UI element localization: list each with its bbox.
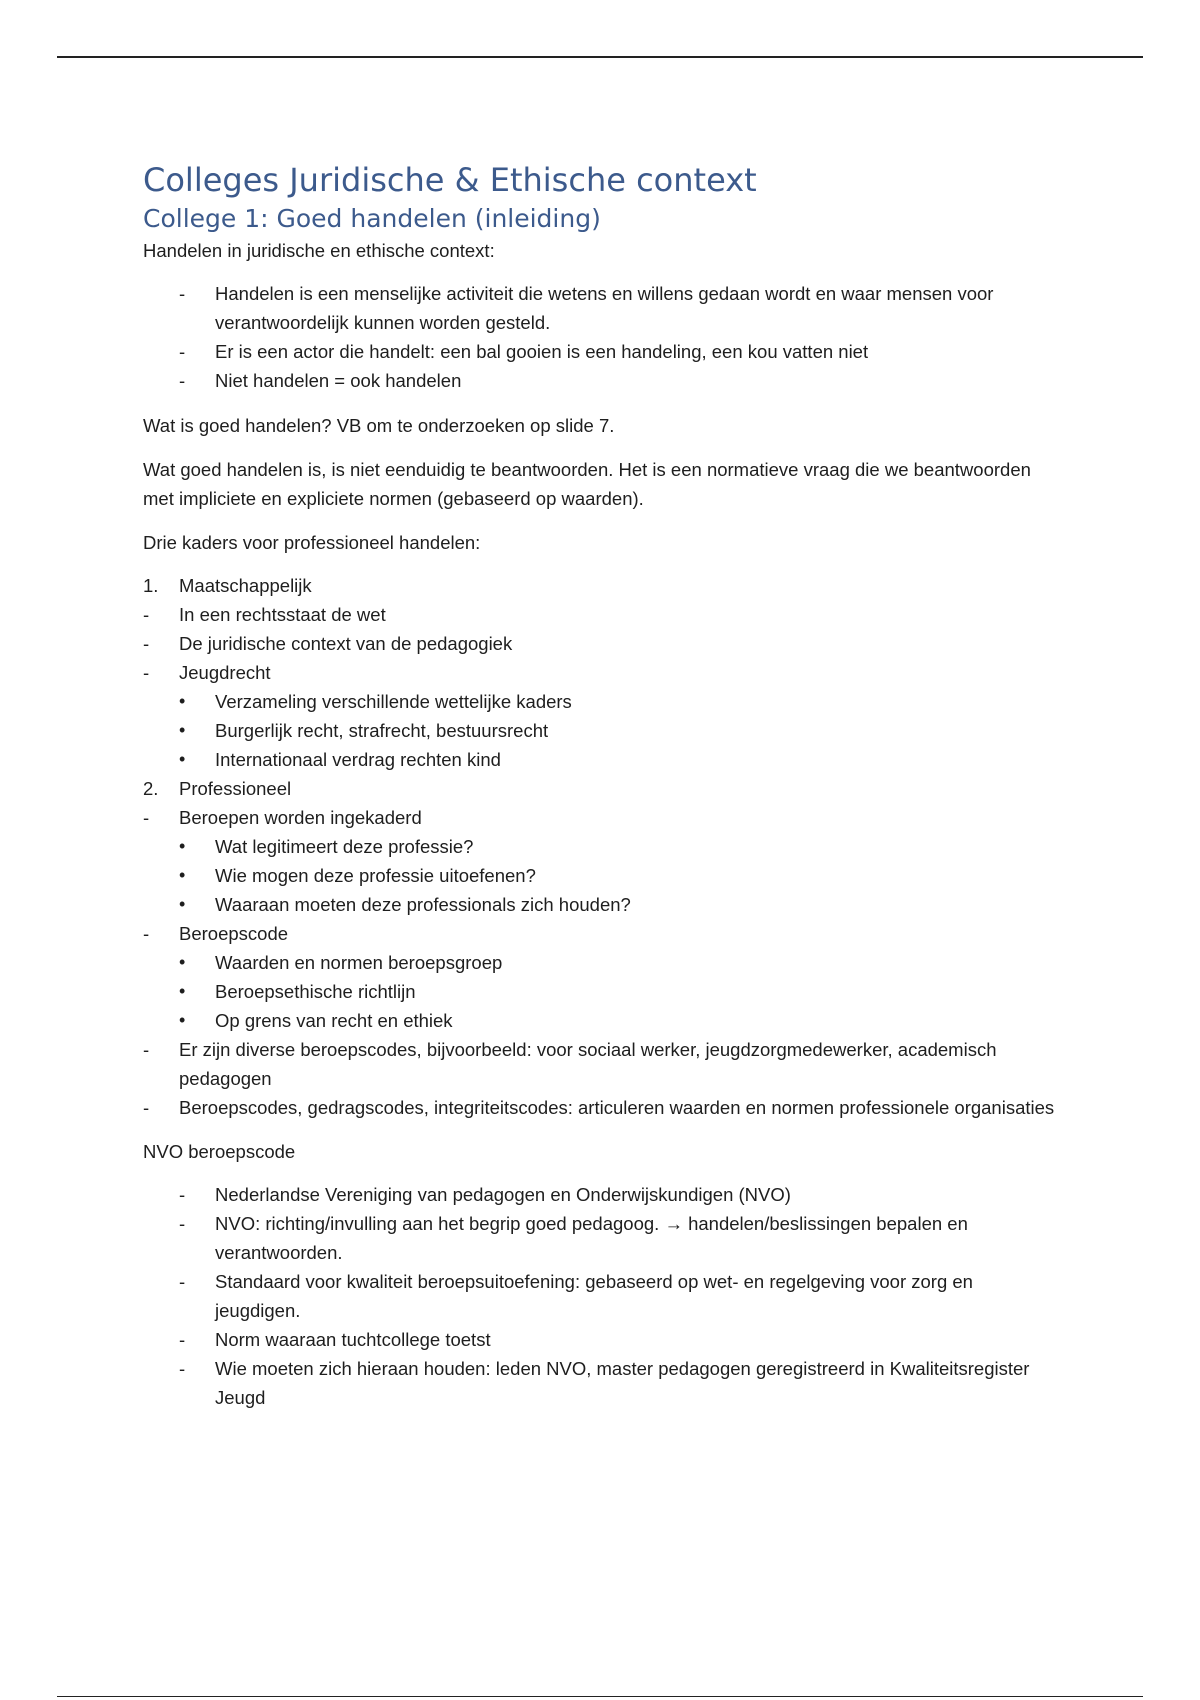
- list-item: [143, 1006, 1063, 1035]
- list-item-text: Standaard voor kwaliteit beroepsuitoefening: gebaseerd op wet- en regelgeving voor zorg en jeugdigen.: [215, 1271, 973, 1321]
- dash-marker: -: [143, 633, 150, 654]
- list-item-text: Beroepscodes, gedragscodes, integriteitscodes: articuleren waarden en normen professionele organisaties: [179, 1097, 1055, 1118]
- frame-label: Maatschappelijk: [179, 575, 312, 596]
- list-item: [143, 745, 1063, 774]
- list-item: [143, 977, 1063, 1006]
- frame-2-bullets-a: [143, 832, 1063, 919]
- list-item: [143, 1325, 1063, 1354]
- list-item: [143, 832, 1063, 861]
- frame-1: [143, 571, 1063, 600]
- bullet-marker: •: [179, 836, 186, 856]
- list-item-text: De juridische context van de pedagogiek: [179, 633, 513, 654]
- list-item: [143, 687, 1063, 716]
- dash-marker: -: [143, 923, 150, 944]
- list-item: [143, 890, 1063, 919]
- list-item-text: Beroepen worden ingekaderd: [179, 807, 422, 828]
- list-item-text: Op grens van recht en ethiek: [215, 1010, 453, 1031]
- bullet-marker: •: [179, 691, 186, 711]
- dash-marker: -: [179, 370, 186, 391]
- list-item-text: Beroepsethische richtlijn: [215, 981, 416, 1002]
- dash-marker: -: [143, 604, 150, 625]
- paragraph-question: Wat is goed handelen? VB om te onderzoeken op slide 7.: [143, 415, 615, 436]
- list-item: [143, 279, 1063, 337]
- intro-paragraph: Handelen in juridische en ethische context:: [143, 240, 495, 261]
- dash-marker: -: [143, 662, 150, 683]
- list-item-text: Internationaal verdrag rechten kind: [215, 749, 501, 770]
- list-item-text: Norm waaraan tuchtcollege toetst: [215, 1329, 491, 1350]
- list-item-text: Beroepscode: [179, 923, 289, 944]
- bullet-marker: •: [179, 1010, 186, 1030]
- header-rule: [57, 56, 1143, 58]
- bullet-marker: •: [179, 981, 186, 1001]
- frame-1-dash-list: [143, 600, 1063, 687]
- document-body: [143, 160, 1063, 1412]
- frame-2: [143, 774, 1063, 803]
- nvo-list: [143, 1180, 1063, 1412]
- list-item: [143, 1180, 1063, 1209]
- frame-1-bullet-list: [143, 687, 1063, 774]
- list-item-text: NVO: richting/invulling aan het begrip goed pedagoog. → handelen/beslissingen bepalen en verantwoorden.: [215, 1213, 968, 1263]
- dash-marker: -: [179, 1329, 186, 1350]
- list-item: [143, 337, 1063, 366]
- list-item-text: Wat legitimeert deze professie?: [215, 836, 474, 857]
- document-title: Colleges Juridische & Ethische context: [143, 161, 757, 199]
- dash-marker: -: [143, 1097, 150, 1118]
- list-item: [143, 803, 1063, 832]
- dash-marker: -: [143, 807, 150, 828]
- paragraph-frames: Drie kaders voor professioneel handelen:: [143, 532, 481, 553]
- frame-2-bullets-b: [143, 948, 1063, 1035]
- list-item: [143, 366, 1063, 395]
- list-item-text: Waaraan moeten deze professionals zich houden?: [215, 894, 631, 915]
- list-item: [143, 861, 1063, 890]
- paragraph-normative: Wat goed handelen is, is niet eenduidig te beantwoorden. Het is een normatieve vraag die we beantwoorden met impliciete en expliciete normen (gebaseerd op waarden).: [143, 459, 1031, 509]
- bullet-marker: •: [179, 894, 186, 914]
- list-item-text: Nederlandse Vereniging van pedagogen en Onderwijskundigen (NVO): [215, 1184, 791, 1205]
- dash-marker: -: [179, 283, 186, 304]
- list-item: [143, 629, 1063, 658]
- number-marker: 2.: [143, 778, 159, 799]
- list-item-text: Er is een actor die handelt: een bal gooien is een handeling, een kou vatten niet: [215, 341, 869, 362]
- list-item-text: Waarden en normen beroepsgroep: [215, 952, 503, 973]
- intro-list: [143, 279, 1063, 395]
- list-item: [143, 1093, 1063, 1122]
- frame-label: Professioneel: [179, 778, 292, 799]
- list-item-text: Jeugdrecht: [179, 662, 271, 683]
- list-item-text: Er zijn diverse beroepscodes, bijvoorbeeld: voor sociaal werker, jeugdzorgmedewerker, academisch pedagogen: [179, 1039, 997, 1089]
- list-item-text: Handelen is een menselijke activiteit die wetens en willens gedaan wordt en waar mensen voor verantwoordelijk kunnen worden gesteld.: [215, 283, 994, 333]
- frame-2-dash-a: [143, 803, 1063, 832]
- bullet-marker: •: [179, 865, 186, 885]
- list-item-text: Niet handelen = ook handelen: [215, 370, 462, 391]
- list-item: [143, 658, 1063, 687]
- number-marker: 1.: [143, 575, 159, 596]
- frame-2-dash-b: [143, 919, 1063, 948]
- list-item-text: Burgerlijk recht, strafrecht, bestuursrecht: [215, 720, 549, 741]
- list-item-text: Wie moeten zich hieraan houden: leden NVO, master pedagogen geregistreerd in Kwaliteitsregister Jeugd: [215, 1358, 1030, 1408]
- list-item-text: Wie mogen deze professie uitoefenen?: [215, 865, 536, 886]
- dash-marker: -: [179, 1271, 186, 1292]
- bullet-marker: •: [179, 720, 186, 740]
- bullet-marker: •: [179, 749, 186, 769]
- list-item-text: In een rechtsstaat de wet: [179, 604, 386, 625]
- footer-rule: [57, 1696, 1143, 1697]
- list-item-text: Verzameling verschillende wettelijke kaders: [215, 691, 572, 712]
- dash-marker: -: [179, 1213, 186, 1234]
- bullet-marker: •: [179, 952, 186, 972]
- dash-marker: -: [179, 1358, 186, 1379]
- list-item: [143, 1354, 1063, 1412]
- list-item: [143, 600, 1063, 629]
- dash-marker: -: [179, 1184, 186, 1205]
- list-item: [143, 948, 1063, 977]
- list-item: [143, 1035, 1063, 1093]
- dash-marker: -: [179, 341, 186, 362]
- list-item: [143, 919, 1063, 948]
- section-heading: College 1: Goed handelen (inleiding): [143, 204, 601, 233]
- nvo-heading: NVO beroepscode: [143, 1141, 296, 1162]
- frame-2-dash-c: [143, 1035, 1063, 1122]
- list-item: [143, 716, 1063, 745]
- dash-marker: -: [143, 1039, 150, 1060]
- list-item: [143, 1267, 1063, 1325]
- frame-list: [143, 571, 1063, 1122]
- list-item: [143, 1209, 1063, 1267]
